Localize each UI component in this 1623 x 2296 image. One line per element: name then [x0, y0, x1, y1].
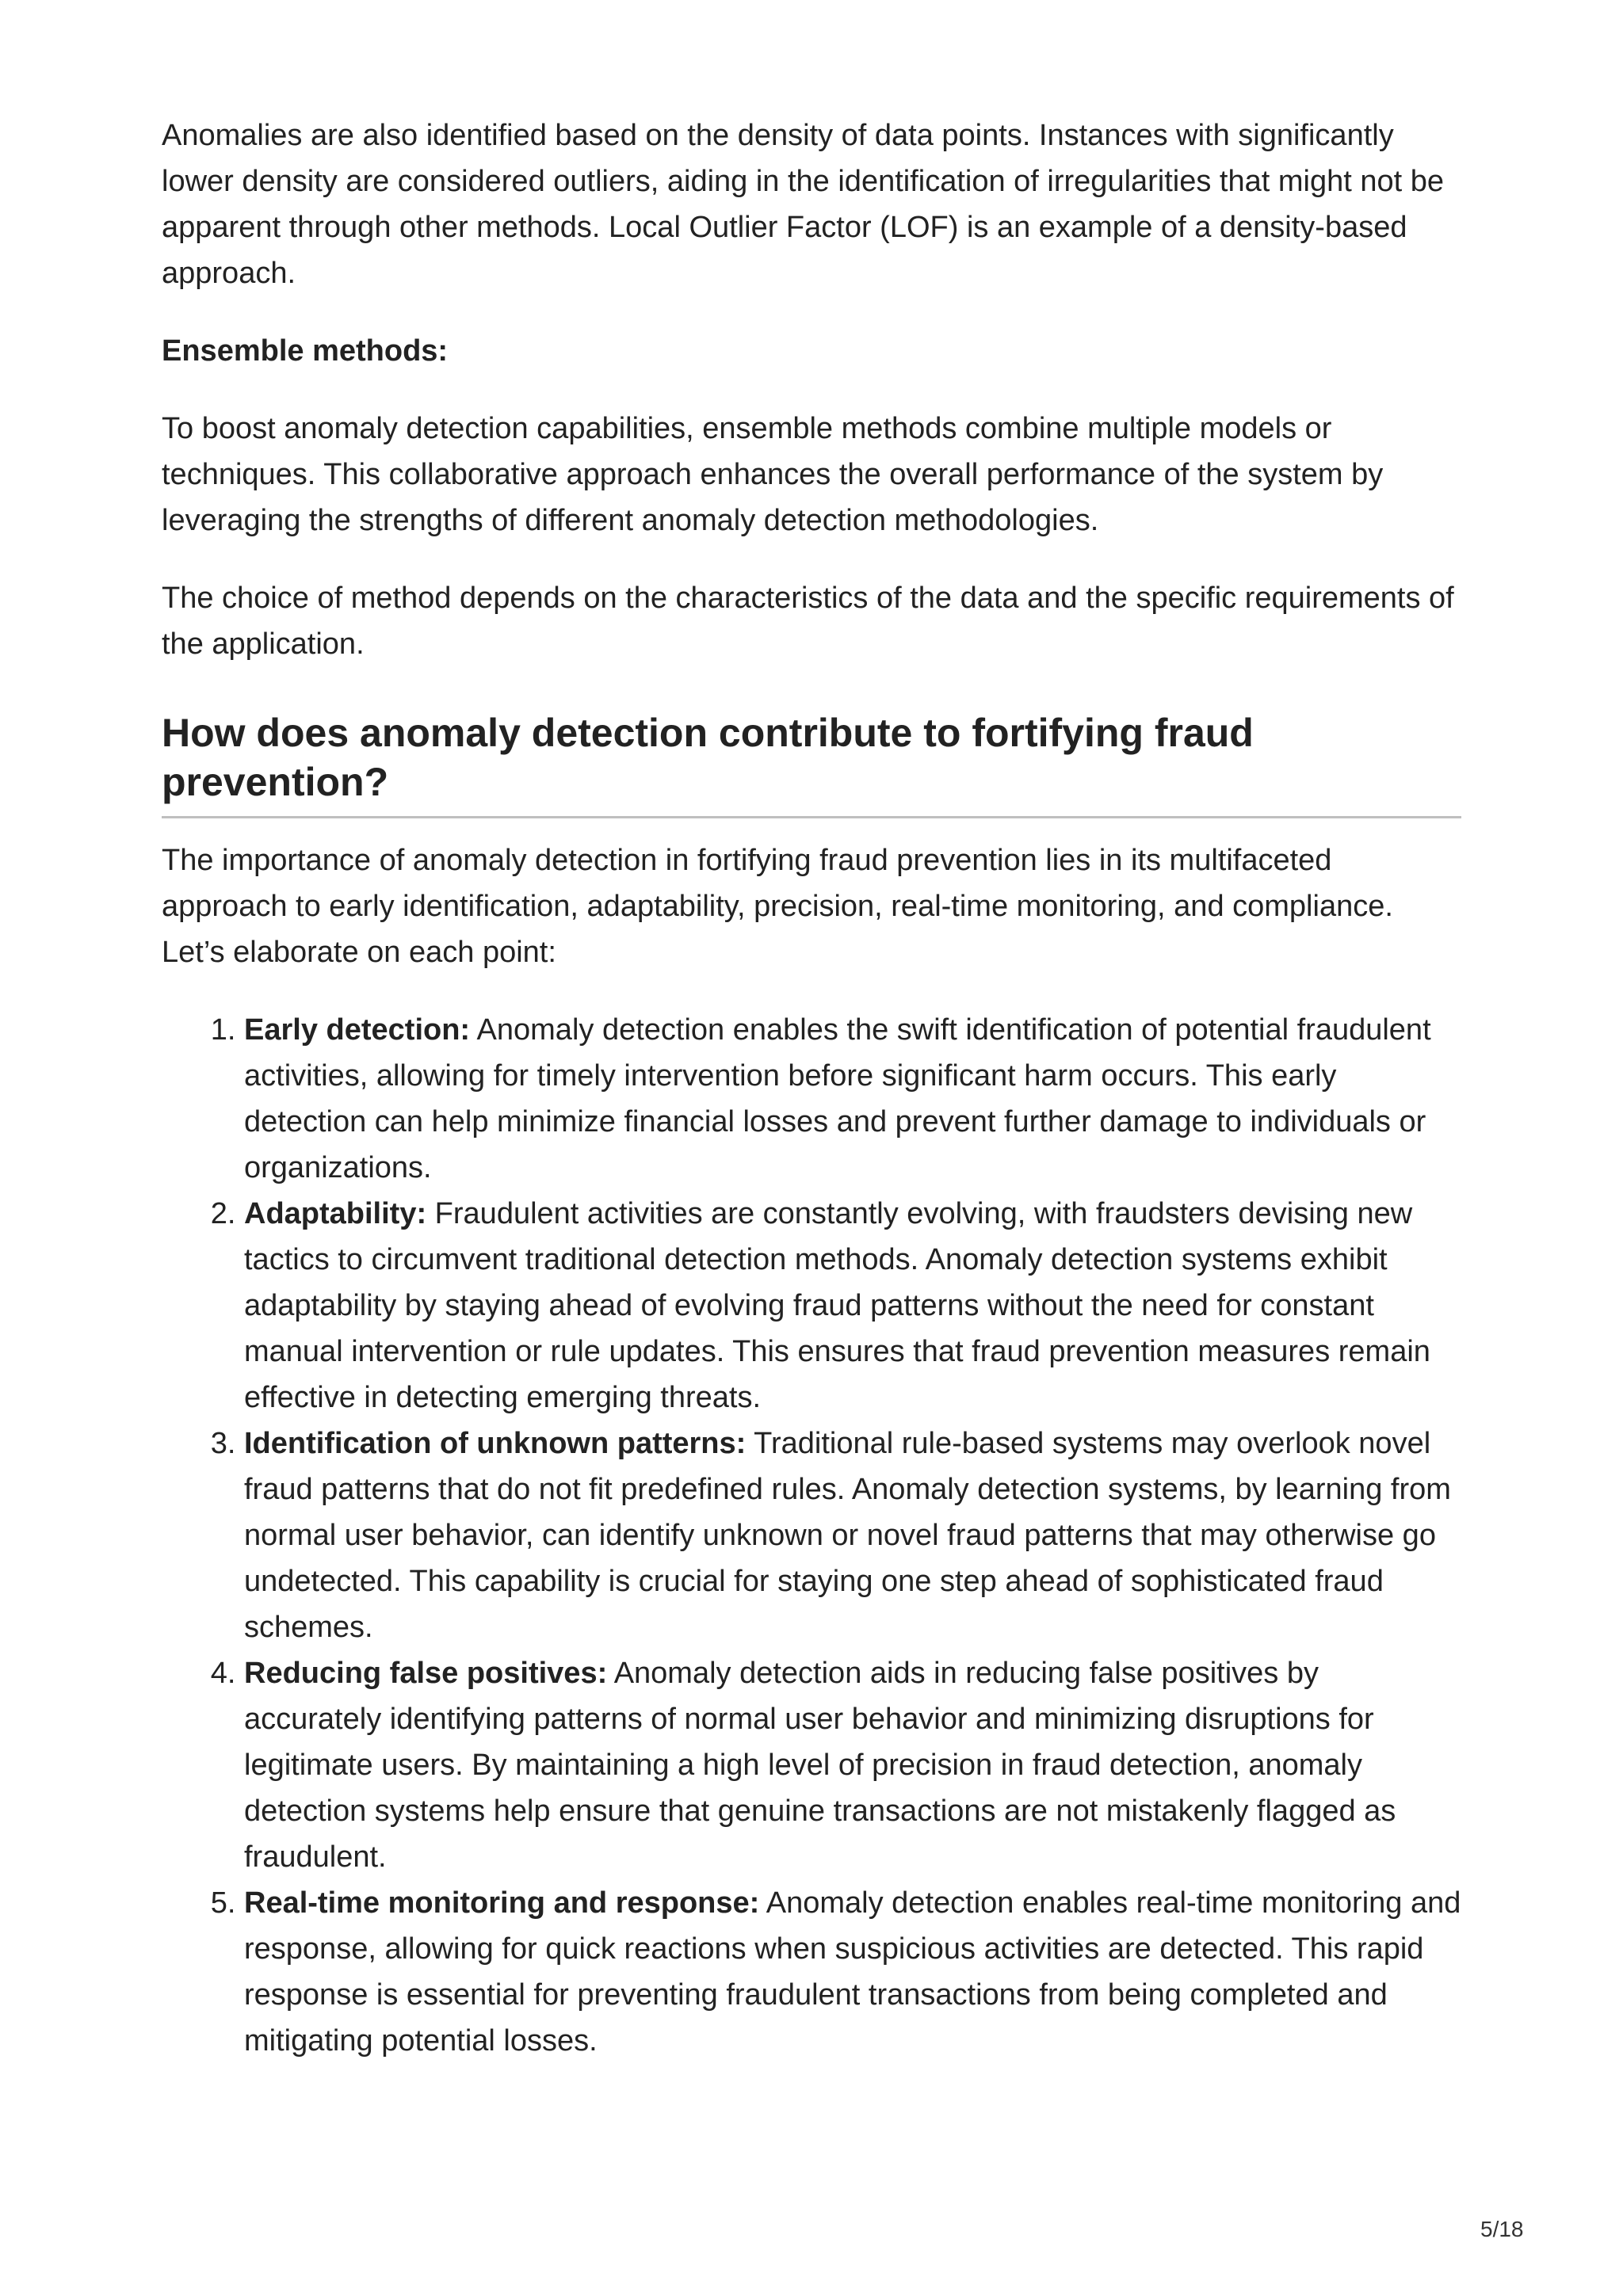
- list-item-text: Anomaly detection aids in reducing false positives by accurately identifying patterns of normal user behavior and minimizing disruptions for legitimate users. By maintaining a high level of precision in fraud detection, anomaly detection systems help ensure that genuine transactions are not mistakenly flagged as fraudulent.: [244, 1657, 1396, 1874]
- list-item-text: Anomaly detection enables the swift identification of potential fraudulent activities, allowing for timely intervention before significant harm occurs. This early detection can help minimize financial losses and prevent further damage to individuals or organizations.: [244, 1013, 1431, 1184]
- list-item-title: Early detection:: [244, 1013, 471, 1047]
- list-item-text: Traditional rule-based systems may overlook novel fraud patterns that do not fit predefined rules. Anomaly detection systems, by learning from normal user behavior, can identify unknown or novel fraud patterns that may otherwise go undetected. This capability is crucial for staying one step ahead of sophisticated fraud schemes.: [244, 1427, 1451, 1644]
- section-intro-paragraph: The importance of anomaly detection in fortifying fraud prevention lies in its multifaceted approach to early identification, adaptability, precision, real-time monitoring, and compliance. Let’s elaborate on each point:: [162, 844, 1393, 969]
- list-item-title: Identification of unknown patterns:: [244, 1427, 747, 1460]
- ensemble-paragraph: To boost anomaly detection capabilities, ensemble methods combine multiple models or techniques. This collaborative approach enhances the overall performance of the system by leveraging the strengths of different anomaly detection methodologies.: [162, 412, 1384, 537]
- list-item: [244, 1421, 1461, 1650]
- list-item-title: Reducing false positives:: [244, 1657, 608, 1690]
- page-content: [162, 113, 1461, 2064]
- ensemble-subheading: Ensemble methods:: [162, 334, 449, 368]
- section-heading: How does anomaly detection contribute to fortifying fraud prevention?: [162, 708, 1461, 818]
- benefits-list: [162, 1007, 1461, 2064]
- list-item-title: Real-time monitoring and response:: [244, 1886, 760, 1920]
- list-item: [244, 1650, 1461, 1880]
- list-item-title: Adaptability:: [244, 1197, 427, 1230]
- list-item-text: Anomaly detection enables real-time monitoring and response, allowing for quick reactions when suspicious activities are detected. This rapid response is essential for preventing fraudulent transactions from being completed and mitigating potential losses.: [244, 1886, 1461, 2058]
- choice-paragraph: The choice of method depends on the characteristics of the data and the specific requirements of the application.: [162, 582, 1454, 661]
- list-item: [244, 1191, 1461, 1421]
- list-item: [244, 1007, 1461, 1191]
- page-number: 5/18: [1480, 2217, 1524, 2241]
- density-paragraph: Anomalies are also identified based on the density of data points. Instances with significantly lower density are considered outliers, aiding in the identification of irregularities that might not be apparent through other methods. Local Outlier Factor (LOF) is an example of a density-based approach.: [162, 119, 1445, 290]
- list-item-text: Fraudulent activities are constantly evolving, with fraudsters devising new tactics to circumvent traditional detection methods. Anomaly detection systems exhibit adaptability by staying ahead of evolving fraud patterns without the need for constant manual intervention or rule updates. This ensures that fraud prevention measures remain effective in detecting emerging threats.: [244, 1197, 1430, 1414]
- list-item: [244, 1880, 1461, 2064]
